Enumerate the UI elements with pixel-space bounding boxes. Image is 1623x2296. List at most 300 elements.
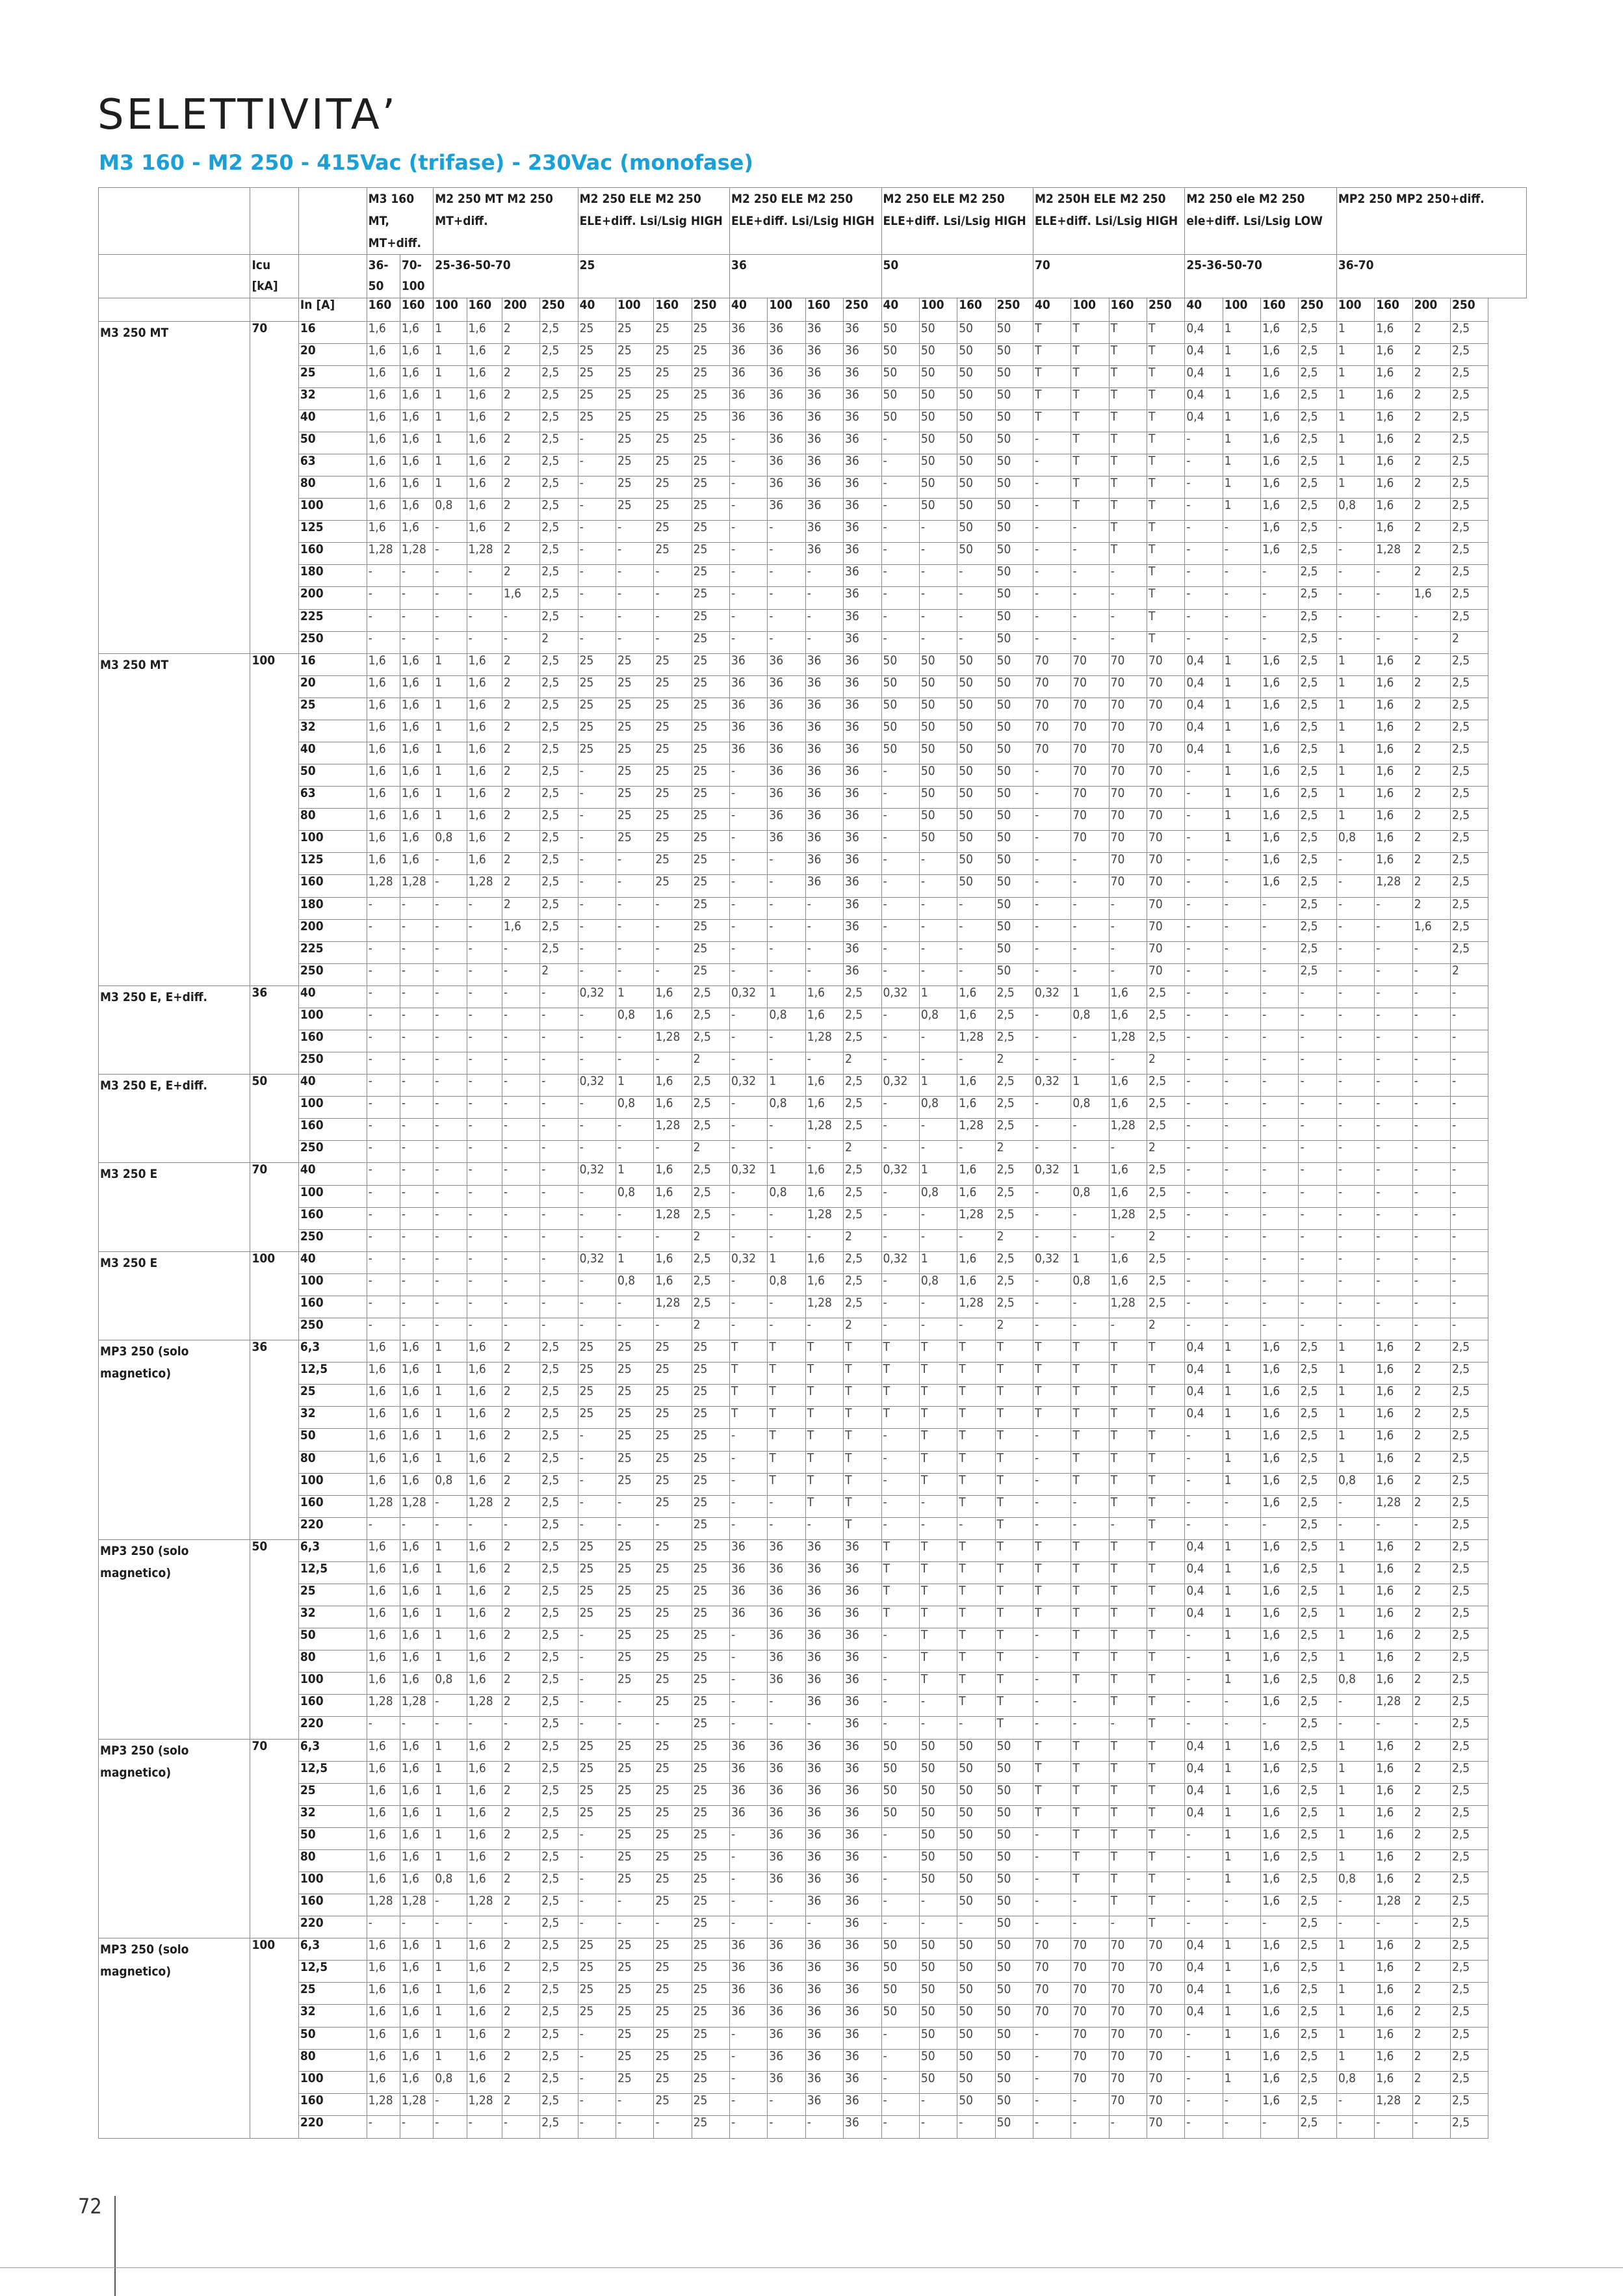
table-cell: - [1336, 1517, 1374, 1539]
table-cell: 2,5 [540, 1517, 578, 1539]
table-cell: - [730, 2027, 768, 2049]
table-cell: - [467, 1119, 502, 1141]
table-cell: - [1223, 963, 1260, 985]
table-cell: 2,5 [1299, 587, 1336, 609]
table-cell: 50 [881, 387, 919, 410]
table-cell: T [1147, 1517, 1185, 1539]
table-cell: - [730, 476, 768, 499]
table-cell: 25 [692, 1805, 729, 1827]
table-cell: - [400, 1052, 433, 1075]
table-cell: 2 [1147, 1229, 1185, 1251]
table-cell: 36 [844, 1938, 881, 1961]
table-cell: 25 [692, 1561, 729, 1584]
table-cell: 1,6 [367, 1584, 400, 1606]
table-cell: 2,5 [1299, 1739, 1336, 1761]
table-cell: - [578, 1119, 616, 1141]
table-cell: 25 [616, 365, 653, 387]
table-cell: - [1033, 1717, 1071, 1739]
table-cell: - [502, 1141, 539, 1163]
table-cell: 25 [654, 1584, 692, 1606]
table-cell: T [768, 1451, 805, 1473]
table-cell: 70 [1109, 720, 1147, 742]
table-cell: 2 [502, 764, 539, 787]
table-cell: - [881, 897, 919, 919]
table-cell: T [844, 1495, 881, 1517]
table-cell: - [1336, 897, 1374, 919]
table-cell: 1,6 [1261, 410, 1299, 432]
table-cell: 25 [578, 2005, 616, 2027]
table-cell: T [1109, 1340, 1147, 1363]
table-cell: - [367, 1916, 400, 1938]
table-cell: 2,5 [995, 1119, 1033, 1141]
table-cell: 2 [995, 1141, 1033, 1163]
table-cell: 1,28 [467, 1894, 502, 1916]
table-cell: - [1185, 1894, 1223, 1916]
table-cell: 1,6 [1375, 1739, 1412, 1761]
table-cell: - [881, 809, 919, 831]
table-cell: - [730, 1141, 768, 1163]
table-cell: 70 [1109, 742, 1147, 764]
table-cell: - [1033, 1318, 1071, 1340]
table-cell: - [805, 631, 843, 653]
table-cell: T [1033, 1407, 1071, 1429]
table-cell: - [1185, 764, 1223, 787]
table-cell: - [434, 1141, 467, 1163]
table-cell: 0,4 [1185, 720, 1223, 742]
table-cell: - [1185, 1451, 1223, 1473]
table-cell: - [654, 1916, 692, 1938]
table-cell: 36 [844, 565, 881, 587]
table-cell: - [1109, 1916, 1147, 1938]
table-cell: 2,5 [1450, 809, 1488, 831]
table-cell: 1,6 [400, 1849, 433, 1872]
table-cell: - [1336, 1052, 1374, 1075]
table-cell: 36 [844, 1695, 881, 1717]
table-cell: 36 [768, 2027, 805, 2049]
page-number: 72 [78, 2194, 102, 2219]
table-cell: 2,5 [692, 1163, 729, 1185]
table-cell: - [1033, 963, 1071, 985]
table-cell: - [1261, 1097, 1299, 1119]
table-cell: 36 [805, 720, 843, 742]
table-cell: 25 [654, 742, 692, 764]
table-cell: 1,6 [367, 365, 400, 387]
table-cell: 25 [616, 2027, 653, 2049]
table-cell: 1,6 [805, 1251, 843, 1273]
table-cell: 1,6 [1375, 321, 1412, 343]
table-cell: 25 [654, 831, 692, 853]
table-cell: - [578, 543, 616, 565]
table-cell: - [502, 1229, 539, 1251]
table-cell: 2,5 [1299, 1916, 1336, 1938]
table-cell: - [1261, 1251, 1299, 1273]
table-cell: 2 [502, 1539, 539, 1561]
table-cell: 36 [844, 321, 881, 343]
table-cell: - [881, 1429, 919, 1451]
table-cell: 25 [654, 1650, 692, 1673]
table-cell: - [1299, 1207, 1336, 1229]
table-cell: 0,32 [730, 1251, 768, 1273]
table-cell: - [730, 631, 768, 653]
table-cell: 2,5 [844, 1163, 881, 1185]
table-cell: - [730, 1473, 768, 1495]
table-cell: 50 [995, 2115, 1033, 2138]
table-cell: 1,28 [467, 2093, 502, 2115]
table-cell: 2 [1412, 521, 1450, 543]
table-cell: - [578, 1185, 616, 1207]
table-cell: 1,6 [1375, 1451, 1412, 1473]
table-cell: 36 [844, 1916, 881, 1938]
table-cell: 2,5 [540, 1561, 578, 1584]
table-cell: - [1185, 1163, 1223, 1185]
table-cell: 25 [578, 1938, 616, 1961]
table-cell: T [1071, 1650, 1109, 1673]
table-row [99, 787, 1527, 809]
table-cell: T [768, 1407, 805, 1429]
table-cell: 25 [578, 387, 616, 410]
table-cell: - [730, 1429, 768, 1451]
table-cell: 1,6 [467, 1628, 502, 1650]
table-cell: 25 [616, 387, 653, 410]
table-cell: - [434, 897, 467, 919]
table-cell: 0,4 [1185, 742, 1223, 764]
table-cell: 2,5 [1299, 2093, 1336, 2115]
table-cell: - [730, 1097, 768, 1119]
table-cell: - [730, 1318, 768, 1340]
table-cell: 2,5 [1299, 1385, 1336, 1407]
table-cell: 1 [1223, 1761, 1260, 1783]
table-cell: 2,5 [1299, 720, 1336, 742]
table-cell: 50 [995, 787, 1033, 809]
table-cell: T [1109, 1407, 1147, 1429]
table-cell: 1 [434, 387, 467, 410]
table-cell: 25 [692, 454, 729, 476]
table-cell: - [467, 1075, 502, 1097]
table-cell: - [1299, 1008, 1336, 1030]
table-cell: 50 [919, 698, 957, 720]
table-cell: - [434, 609, 467, 631]
table-cell: 2,5 [1299, 875, 1336, 897]
row-in: 80 [298, 1451, 367, 1473]
table-cell: - [1071, 609, 1109, 631]
table-cell: - [881, 2027, 919, 2049]
table-cell: - [1185, 1628, 1223, 1650]
in-header: 40 [730, 298, 768, 321]
table-cell: - [654, 1318, 692, 1340]
table-cell: 2,5 [540, 1717, 578, 1739]
table-cell: - [1071, 587, 1109, 609]
table-cell: - [1071, 1141, 1109, 1163]
table-cell: 2 [502, 454, 539, 476]
table-cell: 1 [434, 809, 467, 831]
table-cell: - [1336, 631, 1374, 653]
table-cell: 2,5 [1299, 1805, 1336, 1827]
table-cell: T [1109, 343, 1147, 365]
table-cell: T [1071, 476, 1109, 499]
table-cell: - [616, 609, 653, 631]
table-cell: 25 [616, 476, 653, 499]
table-cell: 2,5 [844, 1008, 881, 1030]
table-cell: 1,6 [1375, 675, 1412, 698]
table-cell: 36 [844, 587, 881, 609]
table-cell: 2,5 [692, 985, 729, 1008]
table-cell: T [1109, 321, 1147, 343]
table-cell: 1,6 [367, 1805, 400, 1827]
table-cell: 1,28 [400, 2093, 433, 2115]
table-cell: 1,6 [367, 499, 400, 521]
table-cell: - [1412, 1251, 1450, 1273]
row-in: 225 [298, 941, 367, 963]
table-cell: 50 [881, 742, 919, 764]
table-cell: 0,32 [730, 1075, 768, 1097]
table-cell: 2,5 [1450, 432, 1488, 454]
table-cell: - [616, 1894, 653, 1916]
table-cell: - [578, 609, 616, 631]
table-cell: 2 [1412, 1363, 1450, 1385]
table-cell: 25 [692, 1761, 729, 1783]
table-cell: 1,6 [400, 1761, 433, 1783]
table-row [99, 2005, 1527, 2027]
table-cell: - [1223, 1097, 1260, 1119]
table-cell: 2 [1412, 454, 1450, 476]
table-cell: 36 [730, 1739, 768, 1761]
table-cell: 25 [692, 653, 729, 675]
table-cell: 1,6 [1375, 853, 1412, 875]
table-cell: 1 [1223, 1561, 1260, 1584]
table-cell: 2 [502, 1783, 539, 1805]
table-cell: 50 [957, 1961, 995, 1983]
table-cell: 1 [1223, 1407, 1260, 1429]
table-cell: - [1033, 1185, 1071, 1207]
table-cell: 36 [844, 1628, 881, 1650]
row-in: 100 [298, 2071, 367, 2093]
table-cell: - [957, 919, 995, 941]
table-cell: - [367, 609, 400, 631]
table-row [99, 1673, 1527, 1695]
table-cell: T [1147, 1805, 1185, 1827]
table-cell: - [1185, 875, 1223, 897]
table-cell: 50 [881, 1938, 919, 1961]
table-cell: - [1185, 1229, 1223, 1251]
table-cell: - [881, 565, 919, 587]
table-cell: 36 [768, 2071, 805, 2093]
table-cell: 36 [805, 1761, 843, 1783]
table-cell: - [367, 1517, 400, 1539]
table-cell: 2,5 [540, 1894, 578, 1916]
table-cell: T [844, 1451, 881, 1473]
table-cell: - [768, 1141, 805, 1163]
table-cell: 36 [844, 1650, 881, 1673]
table-cell: 1,6 [1261, 653, 1299, 675]
table-cell: 36 [805, 1739, 843, 1761]
table-cell: T [881, 1385, 919, 1407]
table-cell: - [1185, 1030, 1223, 1052]
table-cell: 1,6 [367, 2071, 400, 2093]
table-row [99, 1030, 1527, 1052]
table-cell: 2 [502, 1628, 539, 1650]
table-cell: - [1109, 1717, 1147, 1739]
table-cell: T [957, 1495, 995, 1517]
table-cell: - [1185, 1495, 1223, 1517]
table-cell: 70 [1071, 831, 1109, 853]
table-cell: - [1375, 565, 1412, 587]
table-cell: 36 [805, 1938, 843, 1961]
table-cell: 50 [919, 2005, 957, 2027]
table-cell: 25 [578, 1385, 616, 1407]
row-in: 12,5 [298, 1561, 367, 1584]
table-cell: 1,6 [467, 720, 502, 742]
table-cell: 2,5 [1450, 1561, 1488, 1584]
table-cell: 50 [919, 1805, 957, 1827]
table-cell: 2,5 [692, 1185, 729, 1207]
table-cell: 25 [654, 343, 692, 365]
table-cell: - [881, 941, 919, 963]
table-cell: 1 [1223, 1473, 1260, 1495]
table-cell: 1 [919, 1075, 957, 1097]
table-cell: 36 [844, 698, 881, 720]
table-cell: 25 [692, 1673, 729, 1695]
table-cell: 2 [502, 742, 539, 764]
table-row [99, 631, 1527, 653]
table-cell: 1,6 [367, 2027, 400, 2049]
table-cell: - [1223, 521, 1260, 543]
table-cell: 25 [654, 675, 692, 698]
table-cell: - [1261, 1229, 1299, 1251]
table-cell: - [1071, 1517, 1109, 1539]
table-cell: - [730, 2049, 768, 2071]
table-cell: - [1185, 1185, 1223, 1207]
table-cell: - [881, 1119, 919, 1141]
table-cell: 25 [692, 343, 729, 365]
row-in: 80 [298, 1849, 367, 1872]
table-cell: 1,6 [1261, 831, 1299, 853]
table-cell: - [578, 1273, 616, 1296]
table-cell: 50 [919, 675, 957, 698]
table-cell: T [995, 1451, 1033, 1473]
table-cell: T [1109, 1761, 1147, 1783]
table-cell: 1,28 [1109, 1030, 1147, 1052]
table-cell: 36 [844, 809, 881, 831]
table-cell: 1,6 [400, 2027, 433, 2049]
table-cell: 36 [768, 1539, 805, 1561]
table-cell: T [1109, 1539, 1147, 1561]
table-cell: - [502, 1119, 539, 1141]
table-cell: T [768, 1473, 805, 1495]
table-cell: - [467, 1318, 502, 1340]
table-cell: 25 [692, 1340, 729, 1363]
table-cell: 2 [502, 1983, 539, 2005]
table-cell: 70 [1033, 675, 1071, 698]
table-cell: 2 [995, 1052, 1033, 1075]
table-cell: 1,28 [1109, 1119, 1147, 1141]
table-cell: T [1147, 565, 1185, 587]
table-cell: 2,5 [995, 1030, 1033, 1052]
table-cell: 2,5 [844, 1273, 881, 1296]
table-cell: 70 [1147, 698, 1185, 720]
table-cell: 50 [995, 875, 1033, 897]
table-cell: 2 [844, 1318, 881, 1340]
table-cell: 50 [995, 2027, 1033, 2049]
table-cell: 2,5 [1299, 1961, 1336, 1983]
table-cell: T [1033, 1561, 1071, 1584]
table-cell: 1,6 [367, 387, 400, 410]
table-cell: 2,5 [1299, 1561, 1336, 1584]
table-cell: - [1033, 787, 1071, 809]
table-cell: 50 [957, 2093, 995, 2115]
table-cell: - [1336, 1251, 1374, 1273]
table-cell: - [434, 1318, 467, 1340]
table-cell: 2,5 [844, 1075, 881, 1097]
table-cell: 1,6 [400, 653, 433, 675]
table-cell: 70 [1109, 875, 1147, 897]
table-cell: 25 [692, 1739, 729, 1761]
table-cell: 70 [1147, 1983, 1185, 2005]
table-cell: - [1261, 1119, 1299, 1141]
table-cell: 1,28 [367, 2093, 400, 2115]
table-cell: 50 [957, 742, 995, 764]
table-cell: 1,6 [1109, 1008, 1147, 1030]
table-cell: 1,6 [367, 1739, 400, 1761]
table-row [99, 963, 1527, 985]
table-cell: - [502, 1075, 539, 1097]
table-cell: - [578, 1296, 616, 1318]
table-cell: 1,6 [467, 321, 502, 343]
table-cell: 70 [1071, 2005, 1109, 2027]
table-cell: 2 [502, 698, 539, 720]
table-cell: 1,6 [1375, 2027, 1412, 2049]
table-cell: - [1412, 1207, 1450, 1229]
table-cell: 1 [434, 1584, 467, 1606]
table-cell: 2 [1412, 698, 1450, 720]
table-cell: 1,6 [467, 675, 502, 698]
table-cell: - [578, 831, 616, 853]
table-cell: 50 [995, 963, 1033, 985]
table-cell: 25 [578, 698, 616, 720]
table-cell: T [995, 1385, 1033, 1407]
table-cell: 36 [768, 1783, 805, 1805]
table-cell: - [400, 1141, 433, 1163]
table-cell: 1,6 [1375, 1673, 1412, 1695]
table-cell: 2,5 [995, 1185, 1033, 1207]
table-cell: - [1033, 1517, 1071, 1539]
table-cell: 2,5 [1147, 1207, 1185, 1229]
table-cell: 1,6 [467, 1340, 502, 1363]
table-cell: 0,32 [1033, 1075, 1071, 1097]
table-cell: 2 [1412, 720, 1450, 742]
table-cell: 1 [1336, 1739, 1374, 1761]
table-cell: - [1033, 1872, 1071, 1894]
table-cell: 1 [434, 410, 467, 432]
table-cell: - [502, 1273, 539, 1296]
table-cell: - [1223, 1318, 1260, 1340]
table-cell: 1 [1336, 1561, 1374, 1584]
row-in: 40 [298, 410, 367, 432]
table-cell: 1 [1223, 476, 1260, 499]
table-cell: - [400, 587, 433, 609]
table-cell: 1 [1071, 1163, 1109, 1185]
table-cell: 1,6 [467, 1849, 502, 1872]
table-row [99, 432, 1527, 454]
table-cell: 70 [1071, 698, 1109, 720]
table-cell: 50 [995, 321, 1033, 343]
table-cell: - [730, 1872, 768, 1894]
table-cell: - [1185, 1473, 1223, 1495]
table-cell: T [1147, 1872, 1185, 1894]
table-cell: 25 [692, 1451, 729, 1473]
table-cell: 1,6 [367, 720, 400, 742]
table-cell: 36 [730, 410, 768, 432]
table-cell: - [1109, 609, 1147, 631]
